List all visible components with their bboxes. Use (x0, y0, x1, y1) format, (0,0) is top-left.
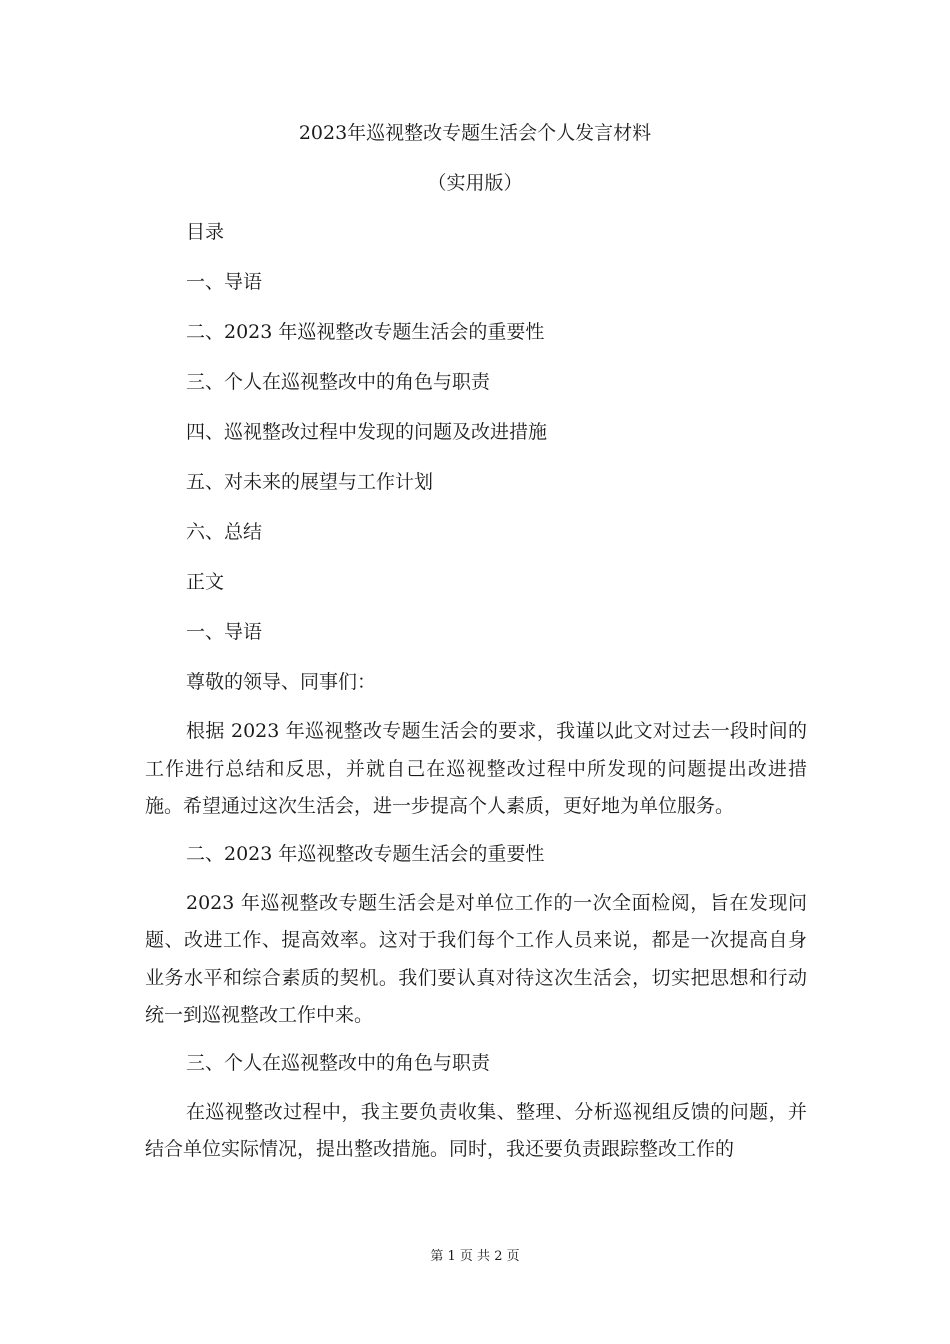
toc-item: 三、个人在巡视整改中的角色与职责 (186, 371, 491, 393)
body-paragraph: 根据 2023 年巡视整改专题生活会的要求，我谨以此文对过去一段时间的工作进行总结和反思，并就自己在巡视整改过程中所发现的问题提出改进措施。希望通过这次生活会，进一步提高个人素质，更好地为单位服务。 (145, 720, 807, 817)
body-paragraph: 在巡视整改过程中，我主要负责收集、整理、分析巡视组反馈的问题，并结合单位实际情况，提出整改措施。同时，我还要负责跟踪整改工作的 (145, 1100, 807, 1160)
toc-item: 六、总结 (186, 521, 263, 543)
toc-item: 二、2023 年巡视整改专题生活会的重要性 (186, 321, 545, 343)
section-title: 二、2023 年巡视整改专题生活会的重要性 (186, 842, 545, 865)
document-subtitle: （实用版） (427, 172, 523, 194)
page-number-footer: 第 1 页 共 2 页 (430, 1249, 520, 1264)
body-heading: 正文 (186, 571, 225, 593)
toc-item: 一、导语 (186, 271, 263, 293)
toc-heading: 目录 (186, 221, 225, 243)
salutation: 尊敬的领导、同事们： (186, 671, 377, 693)
toc-item: 五、对未来的展望与工作计划 (186, 471, 434, 493)
table-of-contents (186, 219, 547, 569)
body-paragraph: 2023 年巡视整改专题生活会是对单位工作的一次全面检阅，旨在发现问题、改进工作、提高效率。这对于我们每个工作人员来说，都是一次提高自身业务水平和综合素质的契机。我们要认真对待这次生活会，切实把思想和行动统一到巡视整改工作中来。 (145, 891, 807, 1026)
toc-item: 四、巡视整改过程中发现的问题及改进措施 (186, 421, 548, 443)
document-title: 2023年巡视整改专题生活会个人发言材料 (298, 122, 652, 144)
section-title: 三、个人在巡视整改中的角色与职责 (186, 1051, 491, 1074)
document-body (145, 569, 807, 1184)
section-title: 一、导语 (186, 621, 263, 643)
